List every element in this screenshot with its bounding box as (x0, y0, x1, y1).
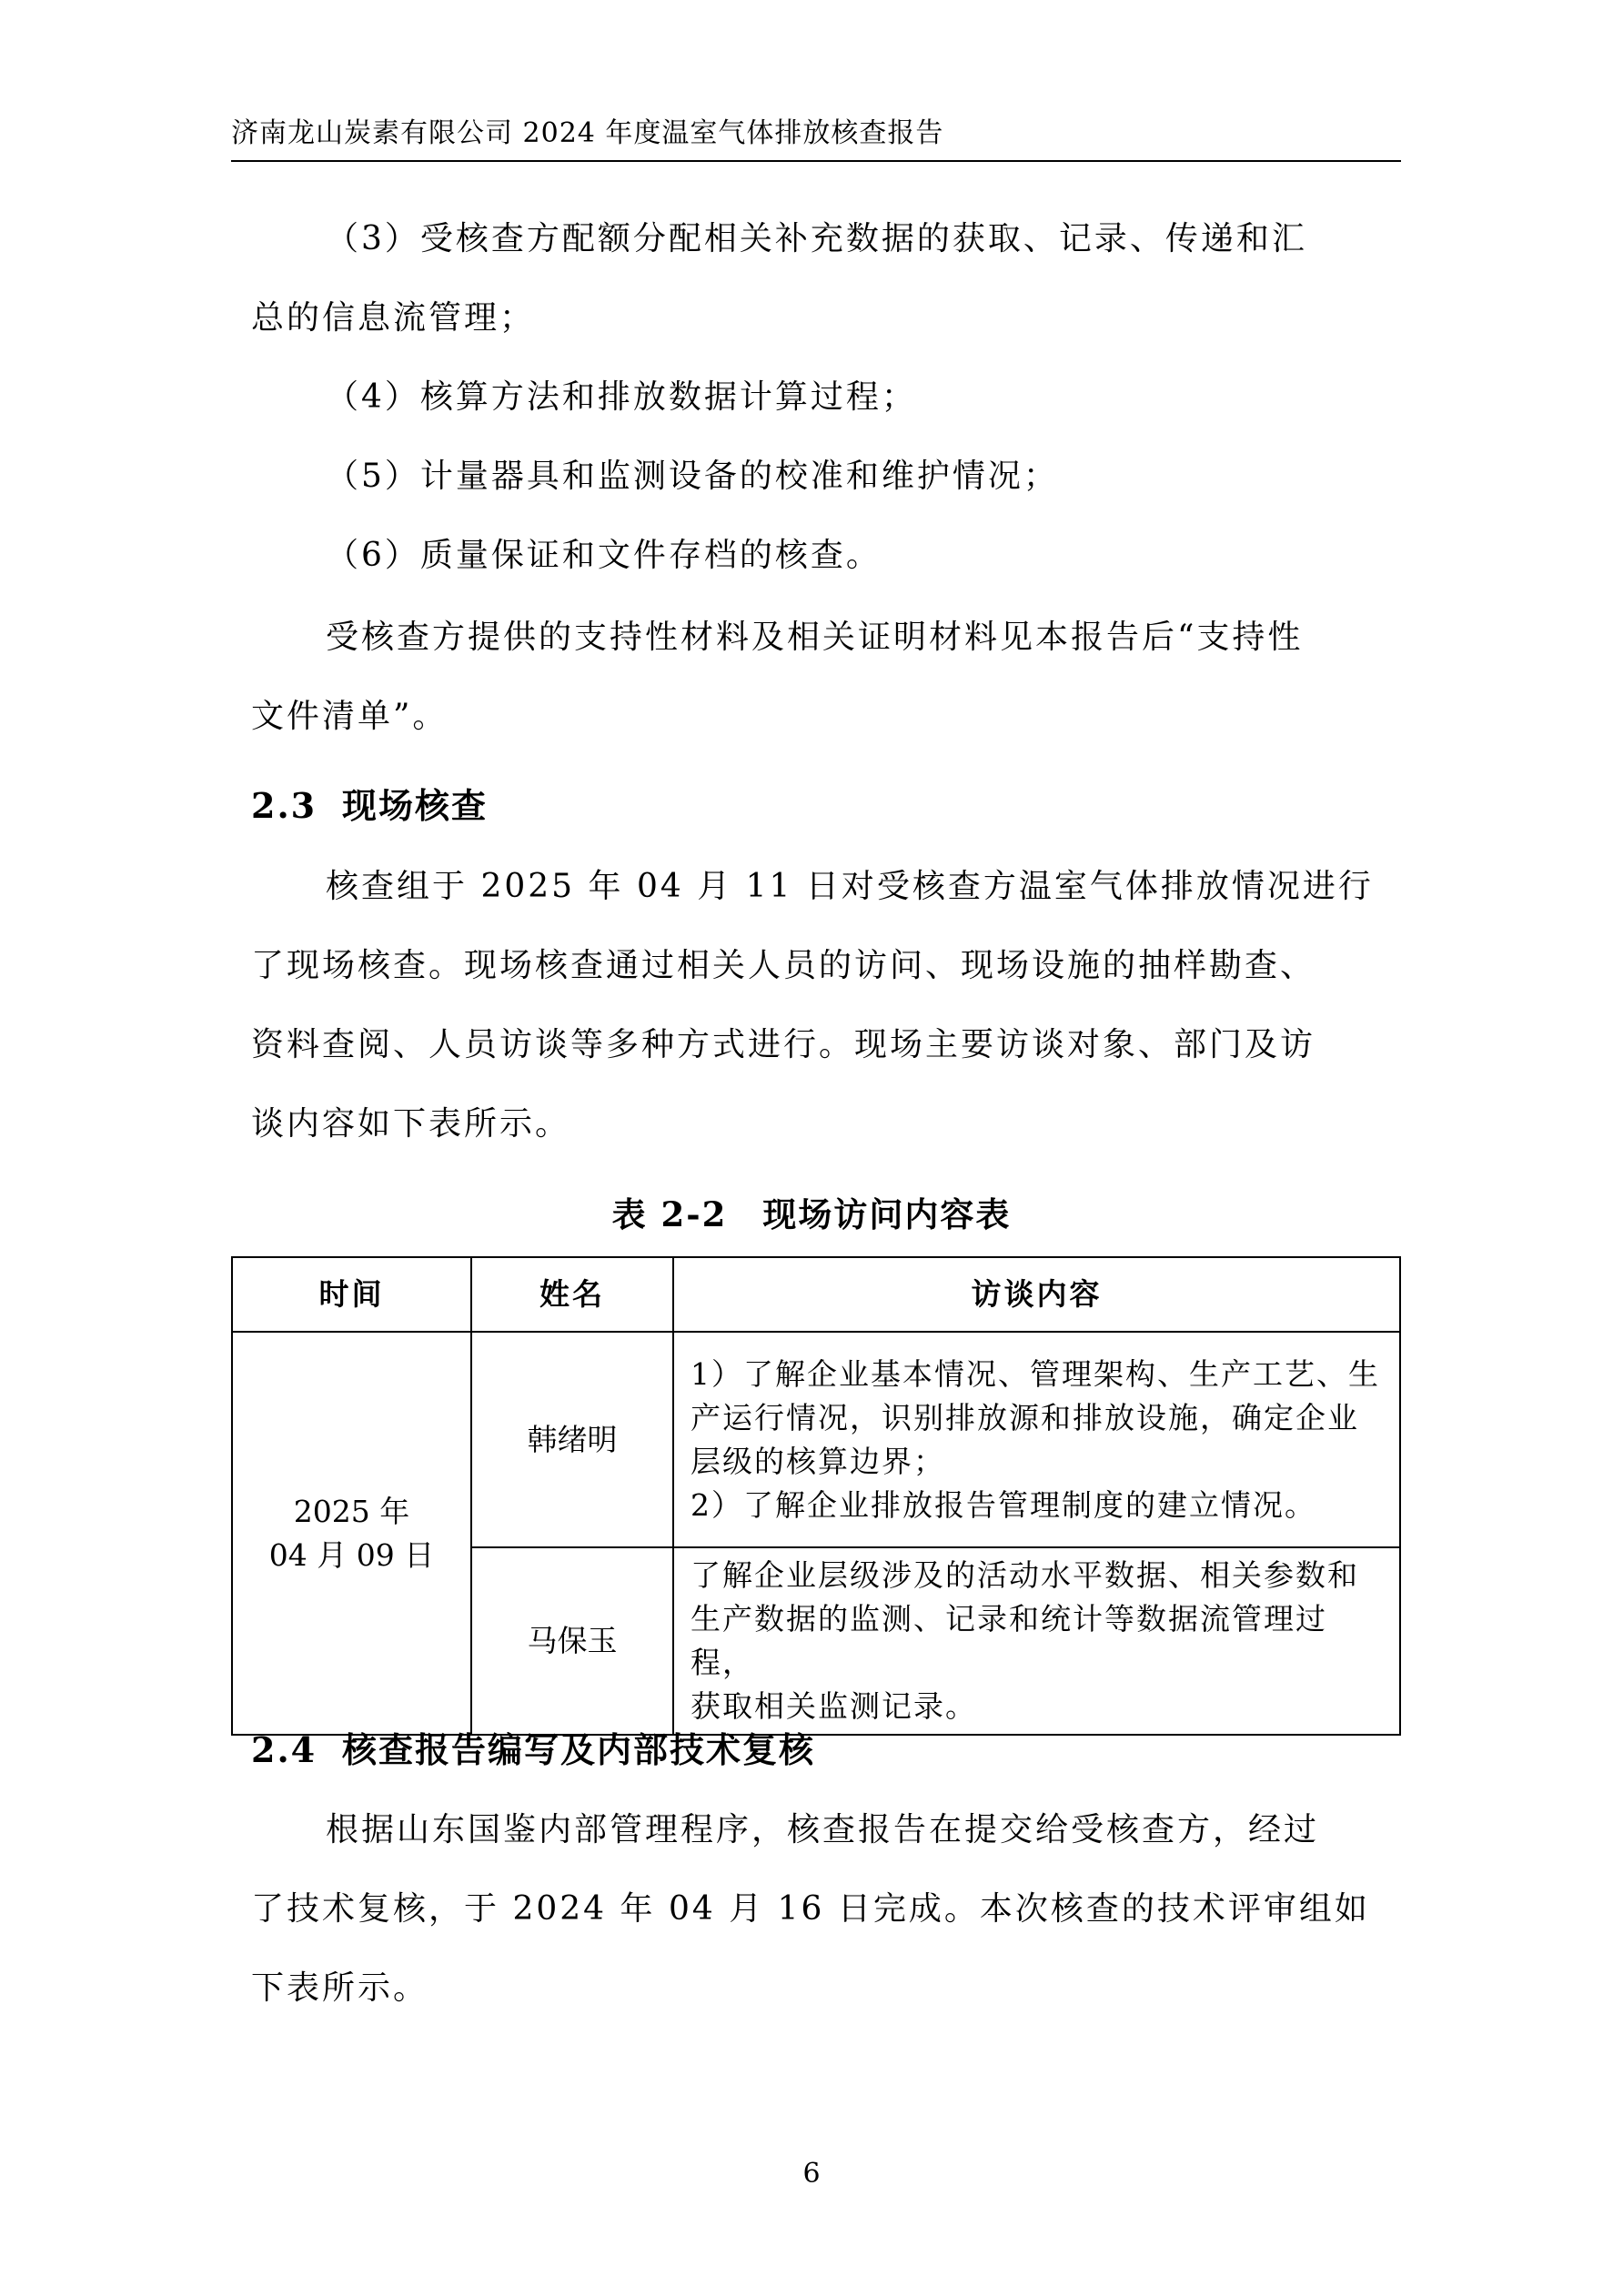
section-number: 2.4 (251, 1729, 318, 1770)
running-header: 济南龙山炭素有限公司 2024 年度温室气体排放核查报告 (231, 117, 944, 149)
list-item-continuation: 总的信息流管理； (251, 299, 536, 337)
date-line: 04 月 09 日 (268, 1536, 435, 1573)
body-paragraph-line: 文件清单”。 (251, 698, 449, 735)
body-paragraph-line: 下表所示。 (251, 1969, 429, 2007)
section-heading-2-4 (251, 1727, 815, 1774)
content-line: 了解企业层级涉及的活动水平数据、相关参数和 (691, 1557, 1359, 1593)
section-title: 现场核查 (342, 785, 489, 826)
body-paragraph-line: 了现场核查。现场核查通过相关人员的访问、现场设施的抽样勘查、 (251, 947, 1316, 984)
content-line: 获取相关监测记录。 (691, 1688, 977, 1724)
content-cell (673, 1332, 1400, 1547)
body-paragraph-line: 根据山东国鉴内部管理程序，核查报告在提交给受核查方，经过 (326, 1811, 1320, 1848)
name-cell: 韩绪明 (471, 1332, 673, 1547)
interview-table (231, 1256, 1401, 1736)
page-number: 6 (802, 2158, 821, 2190)
list-item: （3）受核查方配额分配相关补充数据的获取、记录、传递和汇 (326, 220, 1307, 257)
column-header-content: 访谈内容 (673, 1257, 1400, 1332)
date-line: 2025 年 (293, 1493, 410, 1529)
body-paragraph-line: 核查组于 2025 年 04 月 11 日对受核查方温室气体排放情况进行 (326, 868, 1374, 905)
column-header-name: 姓名 (471, 1257, 673, 1332)
column-header-time: 时间 (232, 1257, 471, 1332)
header-rule (231, 160, 1401, 162)
body-paragraph-line: 受核查方提供的支持性材料及相关证明材料见本报告后“支持性 (326, 619, 1304, 656)
table-caption: 表 2-2 现场访问内容表 (611, 1194, 1012, 1234)
body-paragraph-line: 资料查阅、人员访谈等多种方式进行。现场主要访谈对象、部门及访 (251, 1026, 1316, 1063)
content-line: 层级的核算边界； (691, 1443, 945, 1479)
list-item: （6）质量保证和文件存档的核查。 (326, 537, 882, 574)
table-row (232, 1332, 1400, 1547)
table-header-row (232, 1257, 1400, 1332)
list-item: （5）计量器具和监测设备的校准和维护情况； (326, 458, 1059, 495)
body-paragraph-line: 谈内容如下表所示。 (251, 1105, 571, 1143)
section-title: 核查报告编写及内部技术复核 (342, 1729, 816, 1770)
name-cell: 马保玉 (471, 1547, 673, 1735)
content-line: 1）了解企业基本情况、管理架构、生产工艺、生 (691, 1355, 1380, 1392)
date-cell (232, 1332, 471, 1735)
list-item: （4）核算方法和排放数据计算过程； (326, 378, 917, 416)
section-heading-2-3 (251, 782, 488, 830)
body-paragraph-line: 了技术复核，于 2024 年 04 月 16 日完成。本次核查的技术评审组如 (251, 1890, 1370, 1928)
content-line: 生产数据的监测、记录和统计等数据流管理过程， (691, 1601, 1327, 1680)
content-line: 产运行情况，识别排放源和排放设施，确定企业 (691, 1399, 1359, 1435)
content-cell (673, 1547, 1400, 1735)
content-line: 2）了解企业排放报告管理制度的建立情况。 (691, 1486, 1316, 1523)
section-number: 2.3 (251, 785, 318, 826)
